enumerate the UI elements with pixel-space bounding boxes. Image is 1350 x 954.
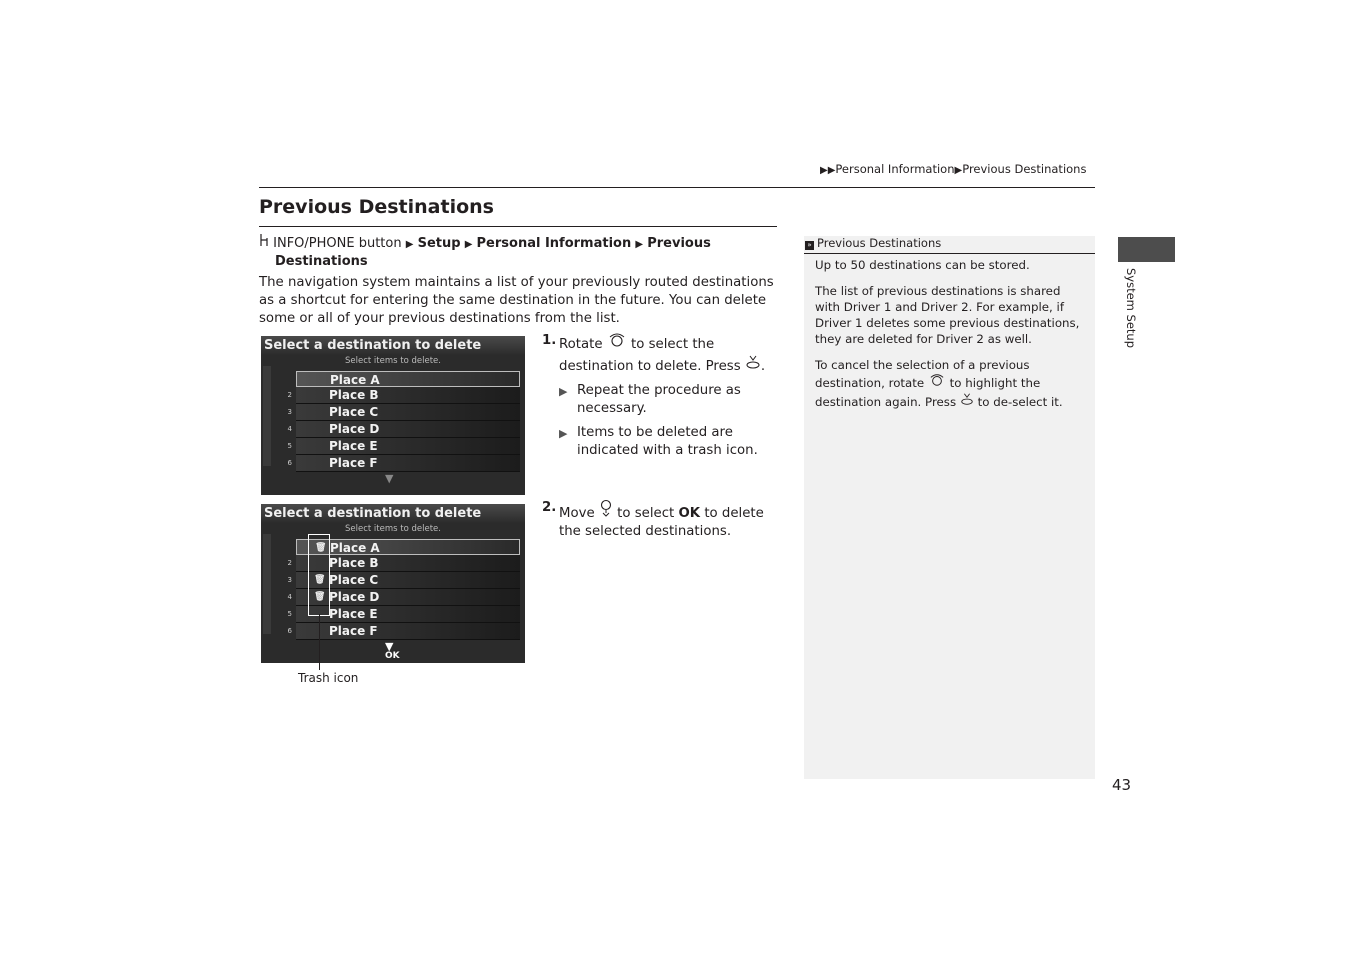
ok-button[interactable]: OK xyxy=(385,651,400,661)
scroll-down-icon: ▼ xyxy=(385,472,394,485)
menu-path xyxy=(259,233,777,270)
step-1-note-1: ▶ Repeat the procedure as necessary. xyxy=(559,383,741,416)
page-number: 43 xyxy=(1112,776,1132,794)
list-item[interactable]: 3 🗑 Place C xyxy=(296,572,520,589)
ok-arrow-icon: ▼ xyxy=(385,640,394,653)
title-rule xyxy=(259,226,777,227)
rotate-knob-icon xyxy=(928,373,946,392)
screen-title: Select a destination to delete xyxy=(261,504,525,524)
press-knob-icon xyxy=(960,392,974,411)
header-rule xyxy=(259,187,1095,188)
trash-icon-callout-box xyxy=(308,534,330,616)
list-item[interactable]: 3 Place C xyxy=(296,404,520,421)
breadcrumb-separator: ▶ xyxy=(954,165,963,176)
section-tab xyxy=(1118,237,1175,262)
menu-path-setup: Setup xyxy=(417,236,461,251)
note-heading: » Previous Destinations xyxy=(804,236,1095,254)
step-number: 1. xyxy=(542,333,557,348)
step-2: 2. Move to select OK to delete the selected destinations. xyxy=(542,500,764,539)
menu-arrow: ▶ xyxy=(405,239,414,250)
screen-subtitle: Select items to delete. xyxy=(345,356,441,366)
list-item[interactable]: Place A xyxy=(296,371,520,387)
breadcrumb-part1: Personal Information xyxy=(835,162,955,176)
note-paragraph-3: To cancel the selection of a previous destination, rotate to highlight the destination again. Press to de-select it. xyxy=(815,358,1063,409)
note-paragraph-1: Up to 50 destinations can be stored. xyxy=(815,258,1030,272)
rotate-knob-icon xyxy=(607,332,627,354)
menu-path-destinations: Destinations xyxy=(275,254,368,269)
list-item[interactable]: 4 Place D xyxy=(296,421,520,438)
trash-icon: 🗑 xyxy=(315,543,327,553)
section-tab-label: System Setup xyxy=(1124,268,1138,349)
list-item[interactable]: 5 Place E xyxy=(296,606,520,623)
h-icon xyxy=(259,236,273,251)
page-title: Previous Destinations xyxy=(259,196,494,218)
menu-path-personal: Personal Information xyxy=(476,236,632,251)
list-item[interactable]: 🗑 Place A xyxy=(296,539,520,555)
breadcrumb-arrows: ▶▶ xyxy=(820,165,836,176)
bullet-arrow-icon: ▶ xyxy=(559,385,568,398)
note-panel xyxy=(804,236,1095,779)
bullet-arrow-icon: ▶ xyxy=(559,427,568,440)
press-knob-icon xyxy=(745,354,761,376)
screen-select-destination-1 xyxy=(261,336,525,495)
menu-arrow: ▶ xyxy=(635,239,644,250)
step-1-note-2: ▶ Items to be deleted are indicated with a trash icon. xyxy=(559,425,758,458)
breadcrumb xyxy=(820,162,1086,176)
list-item[interactable]: 5 Place E xyxy=(296,438,520,455)
list-item[interactable]: 6 Place F xyxy=(296,623,520,640)
menu-path-start: INFO/PHONE button xyxy=(273,236,402,251)
list-item[interactable]: 2 Place B xyxy=(296,555,520,572)
step-1: 1. Rotate to select the destination to delete. Press . ▶ Repeat the procedure as necessary. ▶ Items to be deleted are indicated with a trash icon. xyxy=(542,332,777,460)
menu-path-previous: Previous xyxy=(647,236,711,251)
move-joystick-icon xyxy=(599,499,613,523)
breadcrumb-part2: Previous Destinations xyxy=(962,162,1087,176)
screen-subtitle: Select items to delete. xyxy=(345,524,441,534)
screen-select-destination-2 xyxy=(261,504,525,663)
list-item[interactable]: 6 Place F xyxy=(296,455,520,472)
screen-title: Select a destination to delete xyxy=(261,336,525,356)
callout-line xyxy=(319,614,320,670)
trash-icon-caption: Trash icon xyxy=(298,671,359,685)
destination-list xyxy=(287,371,520,472)
menu-arrow: ▶ xyxy=(464,239,473,250)
note-paragraph-2: The list of previous destinations is shared with Driver 1 and Driver 2. For example, if Driver 1 deletes some previous destinations, they are deleted for Driver 2 as well. xyxy=(815,284,1080,346)
note-marker-icon: » xyxy=(805,241,814,250)
list-item[interactable]: 4 🗑 Place D xyxy=(296,589,520,606)
list-item[interactable]: 2 Place B xyxy=(296,387,520,404)
step-number: 2. xyxy=(542,500,557,515)
trash-icon: 🗑 xyxy=(314,592,326,602)
trash-icon: 🗑 xyxy=(314,575,326,585)
intro-paragraph: The navigation system maintains a list of your previously routed destinations as a shortcut for entering the same destination in the future. You can delete some or all of your previous destinations from the list. xyxy=(259,275,774,326)
